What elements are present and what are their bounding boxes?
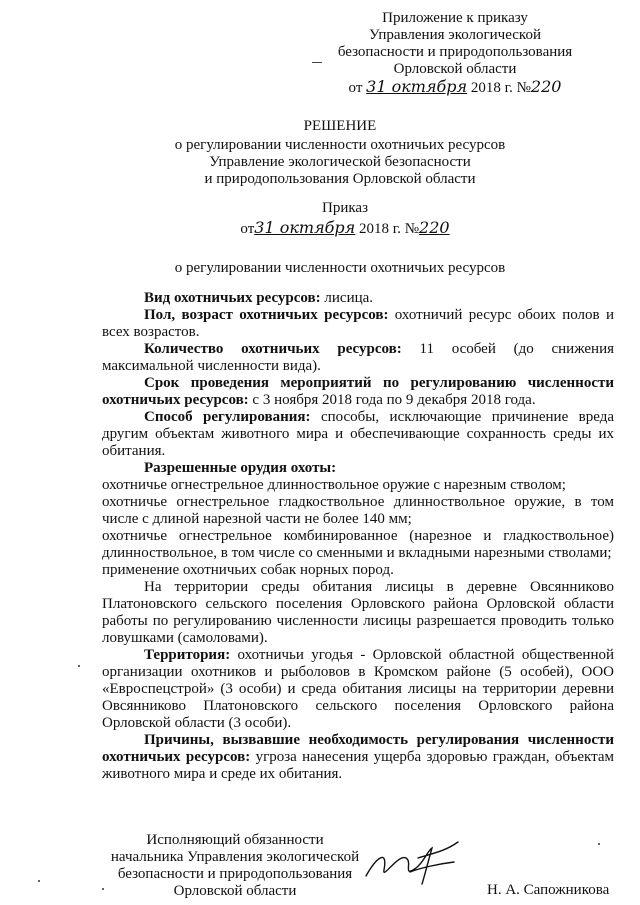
tool-item-2: охотничье огнестрельное гладкоствольное длинноствольное оружие, в том числе с длиной нарезной части не более 140 мм; [102, 494, 614, 527]
tools-label: Разрешенные орудия охоты: [144, 460, 337, 476]
decision-line-2: Управление экологической безопасности [209, 154, 471, 170]
appendix-handwritten-date: 31 октября [366, 77, 468, 96]
appendix-line-4: Орловской области [393, 61, 517, 77]
tool-item-1: охотничье огнестрельное длинноствольное оружие с нарезным стволом; [102, 477, 566, 493]
tool-item-4: применение охотничьих собак норных пород. [102, 562, 394, 578]
method-paragraph [102, 409, 614, 460]
appendix-date-suffix: 2018 г. № [470, 80, 531, 96]
order-handwritten-number: 220 [419, 218, 450, 237]
order-handwritten-date: 31 октября [254, 218, 356, 237]
quantity-label: Количество охотничьих ресурсов: [144, 341, 402, 357]
territory-label: Территория: [144, 647, 231, 663]
scan-speck [38, 880, 40, 882]
reasons-label: Причины, вызвавшие необходимость регулирования численности охотничьих ресурсов: [102, 732, 614, 765]
scan-speck [78, 665, 80, 667]
reasons-value: угроза нанесения ущерба здоровью граждан, объектам животного мира и среде их обитания. [102, 749, 614, 782]
decision-line-3: и природопользования Орловской области [204, 171, 476, 187]
order-date-prefix: от [240, 221, 255, 237]
order-label: Приказ [321, 200, 368, 216]
sex-age-value: охотничий ресурс обоих полов и всех возрастов. [102, 307, 614, 340]
method-value: способы, исключающие причинение вреда другим объектам животного мира и обеспечивающие сохранность среды их обитания. [102, 409, 614, 459]
scan-speck [598, 843, 600, 845]
order-date-suffix: 2018 г. № [359, 221, 420, 237]
appendix-line-3: безопасности и природопользования [337, 44, 573, 60]
method-label: Способ регулирования: [144, 409, 311, 425]
order-block [200, 200, 490, 238]
species-label: Вид охотничьих ресурсов: [144, 290, 321, 306]
signatory-line-2: начальника Управления экологической [110, 849, 360, 865]
appendix-date-line [330, 78, 580, 97]
appendix-handwritten-number: 220 [530, 77, 562, 96]
decision-title: РЕШЕНИЕ [303, 118, 377, 134]
order-date-line [200, 219, 490, 238]
appendix-date-prefix: от [348, 80, 363, 96]
species-value: лисица. [320, 290, 374, 306]
signatory-line-3: безопасности и природопользования [117, 866, 353, 882]
tool-item-3: охотничье огнестрельное комбинированное (нарезное и гладкоствольное) длинноствольное, в том числе со сменными и вкладными нарезными стволами; [102, 528, 614, 561]
handwritten-signature [358, 828, 468, 888]
appendix-line-2: Управления экологической [369, 27, 541, 43]
quantity-paragraph [102, 341, 614, 375]
sex-age-label: Пол, возраст охотничьих ресурсов: [144, 307, 389, 323]
appendix-header [330, 10, 580, 97]
signatory-title [90, 832, 380, 900]
quantity-value: 11 особей (до снижения максимальной численности вида). [102, 341, 614, 374]
reasons-paragraph [102, 732, 614, 783]
signatory-line-1: Исполняющий обязанности [146, 832, 324, 848]
species-paragraph [102, 290, 614, 307]
period-value: с 3 ноября 2018 года по 9 декабря 2018 года. [248, 392, 536, 408]
sex-age-paragraph [102, 307, 614, 341]
signatory-name: Н. А. Сапожникова [487, 882, 610, 898]
territory-paragraph [102, 647, 614, 732]
decision-body [102, 290, 614, 783]
period-paragraph [102, 375, 614, 409]
period-label: Срок проведения мероприятий по регулированию численности охотничьих ресурсов: [102, 375, 614, 408]
traps-paragraph: На территории среды обитания лисицы в деревне Овсянниково Платоновского сельского поселения Орловского района Орловской области работы по регулированию численности лисицы разрешается проводить только ловушками (самоловами). [102, 579, 614, 646]
signatory-line-4: Орловской области [173, 883, 297, 899]
decision-heading [120, 118, 560, 188]
decision-line-1: о регулировании численности охотничьих ресурсов [174, 137, 506, 153]
appendix-line-1: Приложение к приказу [382, 10, 528, 26]
order-subject: о регулировании численности охотничьих ресурсов [174, 260, 506, 276]
scan-speck [102, 888, 104, 890]
mark-dash [312, 62, 322, 63]
territory-value: охотничьи угодья - Орловской областной общественной организации охотников и рыболовов в Кромском районе (5 особей), ООО «Евроспецстрой» (3 особи) и среда обитания лисицы на территории деревни Овсянниково Платоновского сельского поселения Орловского района Орловской области (3 особи). [102, 647, 614, 731]
